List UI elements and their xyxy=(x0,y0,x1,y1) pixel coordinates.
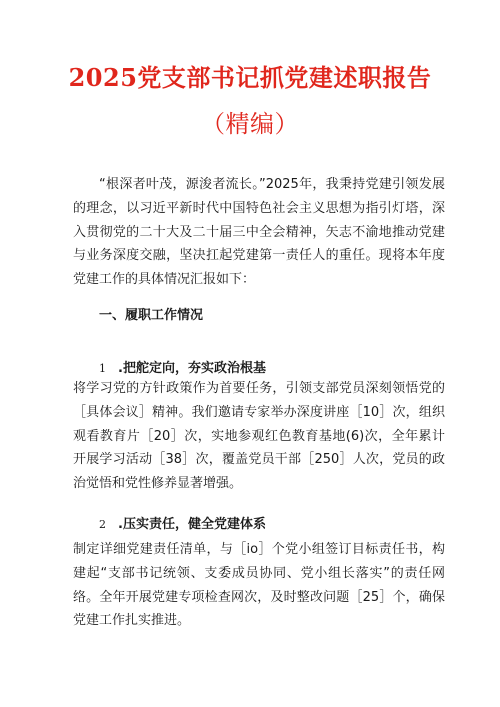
subsection-heading-responsibility xyxy=(99,515,266,535)
subsection-number: 2 xyxy=(99,518,106,531)
intro-paragraph: “根深者叶茂，源浚者流长。”2025年，我秉持党建引领发展的理念，以习近平新时代中国特色社会主义思想为指引灯塔，深入贯彻党的二十大及二十届三中全会精神，矢志不渝地推动党建与业务深度交融，坚决扛起党建第一责任人的重任。现将本年度党建工作的具体情况汇报如下： xyxy=(73,177,445,288)
subsection-title: .把舵定向，夯实政治根基 xyxy=(118,361,266,376)
subsection-number: 1 xyxy=(99,362,106,375)
section-heading-performance: 一、履职工作情况 xyxy=(99,308,204,323)
subsection-body-responsibility: 制定详细党建责任清单，与［io］个党小组签订目标责任书，构建起“支部书记统领、支委成员协同、党小组长落实”的责任网络。全年开展党建专项检查网次，及时整改问题［25］个，确保党建工作扎实推进。 xyxy=(73,542,445,629)
report-subtitle: （精编） xyxy=(201,110,299,138)
subsection-heading-political xyxy=(99,359,266,379)
subsection-title: .压实责任，健全党建体系 xyxy=(118,517,266,532)
subsection-body-political: 将学习党的方针政策作为首要任务，引领支部党员深刻领悟党的［具体会议］精神。我们邀请专家举办深度讲座［10］次，组织观看教育片［20］次，实地参观红色教育基地(6)次，全年累计开展学习活动［38］次，覆盖党员干部［250］人次，党员的政治觉悟和党性修养显著增强。 xyxy=(73,381,445,492)
report-title: 2025党支部书记抓党建述职报告 xyxy=(68,63,432,92)
